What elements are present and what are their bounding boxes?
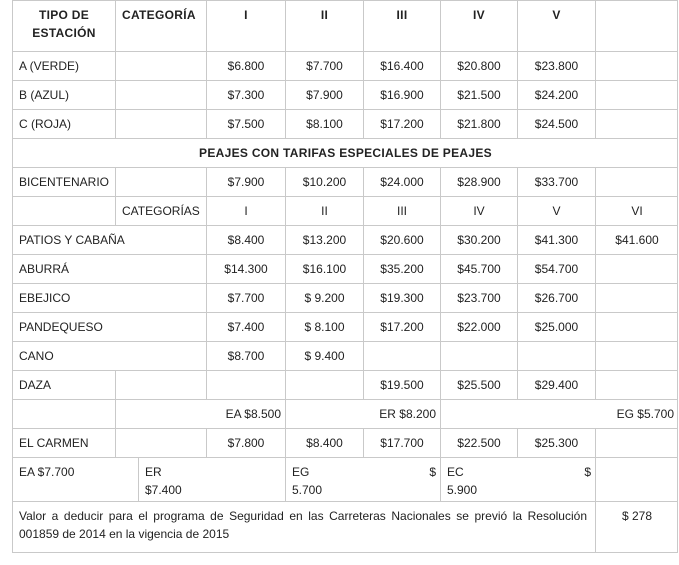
cell: $29.400 [517,370,595,399]
cell [595,312,678,341]
cell: $25.500 [440,370,517,399]
cell [595,254,678,283]
cell: $17.200 [363,109,440,138]
header-col-iv: IV [440,0,517,51]
cell: $7.700 [206,283,285,312]
cell [595,428,678,457]
header-col-empty [595,0,678,51]
cell [595,457,678,501]
cell: $35.200 [363,254,440,283]
cell [517,341,595,370]
bicentenario-name: BICENTENARIO [12,167,115,196]
cell: $7.300 [206,80,285,109]
cell [115,370,206,399]
cell: $8.400 [206,225,285,254]
carmen-eg [285,457,440,501]
cell: $16.100 [285,254,363,283]
carmen-er-value: $7.400 [145,483,182,497]
cell [363,341,440,370]
estacion-categoria [115,109,206,138]
daza-er: ER $8.200 [285,399,440,428]
cell: $21.800 [440,109,517,138]
cell: $8.100 [285,109,363,138]
daza-name: DAZA [12,370,115,399]
cell: $21.500 [440,80,517,109]
header-col-ii: II [285,0,363,51]
cell: $16.400 [363,51,440,80]
cell: $8.700 [206,341,285,370]
peaje-name: PATIOS Y CABAÑA [12,225,206,254]
cell: $17.200 [363,312,440,341]
cell [595,341,678,370]
carmen-eg-symbol: $ [429,465,436,479]
cell: $30.200 [440,225,517,254]
sub-header-col: I [206,196,285,225]
cell [285,370,363,399]
cell: $7.500 [206,109,285,138]
peaje-name: ABURRÁ [12,254,206,283]
cell: $22.000 [440,312,517,341]
cell: $20.600 [363,225,440,254]
cell: $45.700 [440,254,517,283]
cell: $24.500 [517,109,595,138]
carmen-ec-line [447,463,591,481]
cell: $7.900 [285,80,363,109]
header-categoria: CATEGORÍA [115,0,206,51]
estacion-name: C (ROJA) [12,109,115,138]
cell: $6.800 [206,51,285,80]
cell: $41.300 [517,225,595,254]
cell [440,341,517,370]
cell [595,51,678,80]
header-col-i: I [206,0,285,51]
sub-header-col: III [363,196,440,225]
cell: $24.200 [517,80,595,109]
cell: $41.600 [595,225,678,254]
carmen-ec [440,457,595,501]
cell: $17.700 [363,428,440,457]
footer-value: $ 278 [595,501,678,553]
cell: $19.500 [363,370,440,399]
cell [206,370,285,399]
peaje-name: EBEJICO [12,283,206,312]
daza-eg: EG $5.700 [440,399,678,428]
header-col-iii: III [363,0,440,51]
cell [115,428,206,457]
cell: $7.800 [206,428,285,457]
carmen-ec-symbol: $ [584,465,591,479]
cell: $19.300 [363,283,440,312]
carmen-eg-label: EG [292,465,310,479]
sub-header-empty [12,196,115,225]
sub-header-col: V [517,196,595,225]
cell: $54.700 [517,254,595,283]
carmen-er [138,457,285,501]
carmen-eg-value: 5.700 [292,483,323,497]
sub-header-categorias: CATEGORÍAS [115,196,206,225]
cell: $28.900 [440,167,517,196]
cell [12,399,115,428]
cell [595,283,678,312]
cell: $7.900 [206,167,285,196]
cell [595,80,678,109]
cell: $ 8.100 [285,312,363,341]
estacion-name: A (VERDE) [12,51,115,80]
cell: $16.900 [363,80,440,109]
table-right-border [677,0,678,553]
cell: $20.800 [440,51,517,80]
especiales-title: PEAJES CON TARIFAS ESPECIALES DE PEAJES [12,138,678,167]
table-bottom-border [12,552,678,553]
cell [595,370,678,399]
daza-ea: EA $8.500 [115,399,285,428]
cell: $22.500 [440,428,517,457]
cell: $25.300 [517,428,595,457]
cell [595,167,678,196]
peaje-name: PANDEQUESO [12,312,206,341]
carmen-name: EL CARMEN [12,428,115,457]
carmen-ea: EA $7.700 [12,457,138,501]
sub-header-col: VI [595,196,678,225]
cell: $13.200 [285,225,363,254]
cell: $23.700 [440,283,517,312]
cell: $25.000 [517,312,595,341]
cell: $23.800 [517,51,595,80]
cell: $33.700 [517,167,595,196]
cell: $7.400 [206,312,285,341]
sub-header-col: II [285,196,363,225]
estacion-categoria [115,51,206,80]
carmen-eg-line [292,463,436,481]
cell: $26.700 [517,283,595,312]
cell [115,167,206,196]
estacion-name: B (AZUL) [12,80,115,109]
cell: $ 9.200 [285,283,363,312]
estacion-categoria [115,80,206,109]
header-tipo-estacion: TIPO DE ESTACIÓN [12,0,115,51]
cell: $7.700 [285,51,363,80]
peaje-name: CANO [12,341,206,370]
carmen-er-label: ER [145,465,162,479]
cell: $24.000 [363,167,440,196]
cell: $10.200 [285,167,363,196]
carmen-ec-value: 5.900 [447,483,478,497]
cell [595,109,678,138]
cell: $8.400 [285,428,363,457]
carmen-ec-label: EC [447,465,464,479]
header-col-v: V [517,0,595,51]
footer-text: Valor a deducir para el programa de Seguridad en las Carreteras Nacionales se previó la Resolución 001859 de 2014 en la vigencia de 2015 [12,501,595,553]
cell: $ 9.400 [285,341,363,370]
cell: $14.300 [206,254,285,283]
sub-header-col: IV [440,196,517,225]
